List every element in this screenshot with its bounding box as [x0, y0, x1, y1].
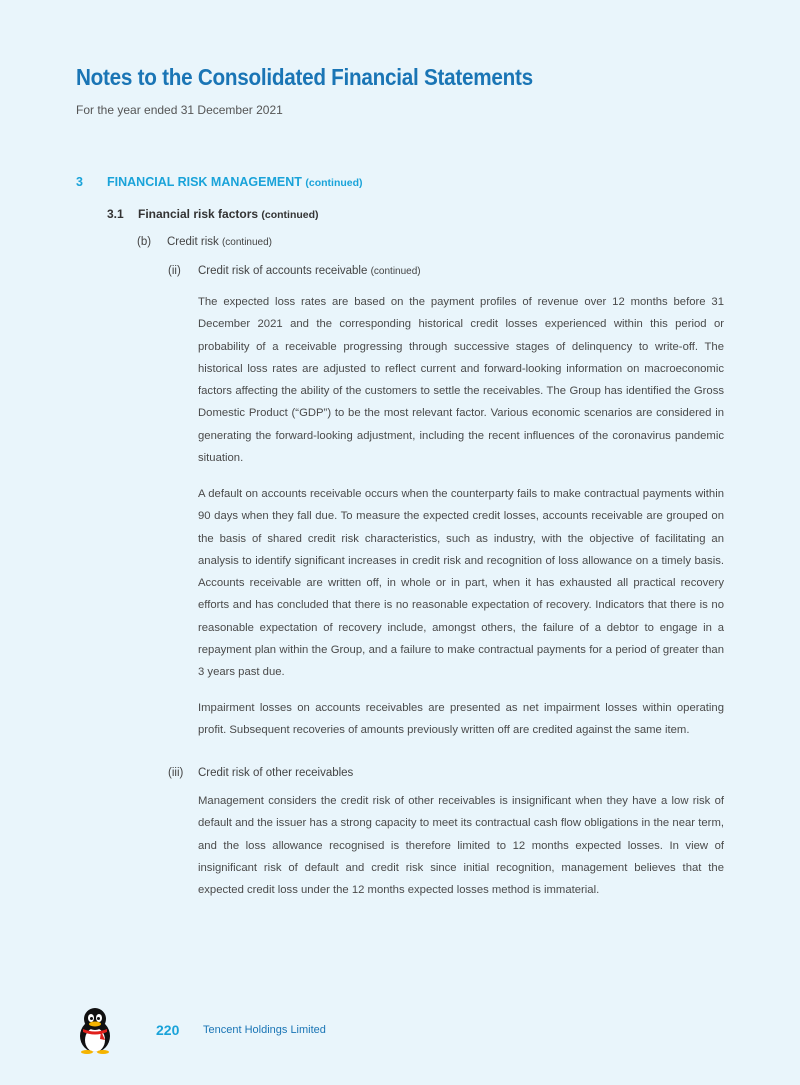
- subsection-continued: (continued): [261, 209, 319, 221]
- item-iii-heading: [168, 767, 353, 779]
- paragraph-impairment-losses: Impairment losses on accounts receivables are presented as net impairment losses within operating profit. Subsequent recoveries of amounts previously written off are credited against the same item.: [198, 702, 724, 737]
- section-title: FINANCIAL RISK MANAGEMENT: [107, 175, 302, 189]
- item-ii-continued: (continued): [370, 266, 421, 277]
- item-iii-number: (iii): [168, 767, 184, 779]
- paragraph-expected-loss-rates: The expected loss rates are based on the payment profiles of revenue over 12 months before 31 December 2021 and the corresponding historical credit losses experienced within this period or probability of a receivable progressing through successive stages of delinquency to write-off. The historical loss rates are adjusted to reflect current and forward-looking information on macroeconomic factors affecting the ability of the customers to settle the receivables. The Group has identified the Gross Domestic Product (“GDP”) to be the most relevant factor. Various economic scenarios are considered in generating the forward-looking adjustment, including the recent influences of the coronavirus pandemic situation.: [198, 296, 724, 465]
- section-continued: (continued): [305, 177, 363, 189]
- item-ii-title: Credit risk of accounts receivable: [198, 265, 368, 277]
- item-b-number: (b): [137, 236, 152, 248]
- company-name: Tencent Holdings Limited: [203, 1024, 326, 1036]
- paragraph-other-receivables: Management considers the credit risk of other receivables is insignificant when they have a low risk of default and the issuer has a strong capacity to meet its contractual cash flow obligations in the near term, and the loss allowance recognised is therefore limited to 12 months expected losses. In view of insignificant risk of default and credit risk since initial recognition, management believes that the expected credit loss under the 12 months expected losses method is immaterial.: [198, 795, 724, 897]
- item-b-continued: (continued): [221, 237, 272, 248]
- item-b-heading: [137, 236, 272, 248]
- page-title: Notes to the Consolidated Financial Statements: [76, 64, 533, 90]
- subsection-title: Financial risk factors: [138, 207, 259, 221]
- subsection-heading: [107, 207, 319, 221]
- section-number: 3: [76, 175, 83, 189]
- subsection-number: 3.1: [107, 207, 124, 221]
- item-b-title: Credit risk: [167, 236, 219, 248]
- paragraph-default-definition: A default on accounts receivable occurs when the counterparty fails to make contractual payments within 90 days when they fall due. To measure the expected credit losses, accounts receivable are grouped on the basis of shared credit risk characteristics, such as industry, with the objective of facilitating an analysis to identify significant increases in credit risk and recognition of loss allowance on a timely basis. Accounts receivable are written off, in whole or in part, when it has exhausted all practical recovery efforts and has concluded that there is no reasonable expectation of recovery. Indicators that there is no reasonable expectation of recovery include, amongst others, the failure of a debtor to engage in a repayment plan within the Group, and a failure to make contractual payments for a period of greater than 3 years past due.: [198, 488, 724, 679]
- penguin-mascot-icon: [74, 1006, 116, 1054]
- item-ii-heading: [168, 265, 421, 277]
- page-subtitle: For the year ended 31 December 2021: [76, 103, 283, 117]
- page-number: 220: [156, 1022, 180, 1038]
- section-heading: [76, 175, 363, 189]
- item-iii-title: Credit risk of other receivables: [198, 767, 354, 779]
- item-ii-number: (ii): [168, 265, 181, 277]
